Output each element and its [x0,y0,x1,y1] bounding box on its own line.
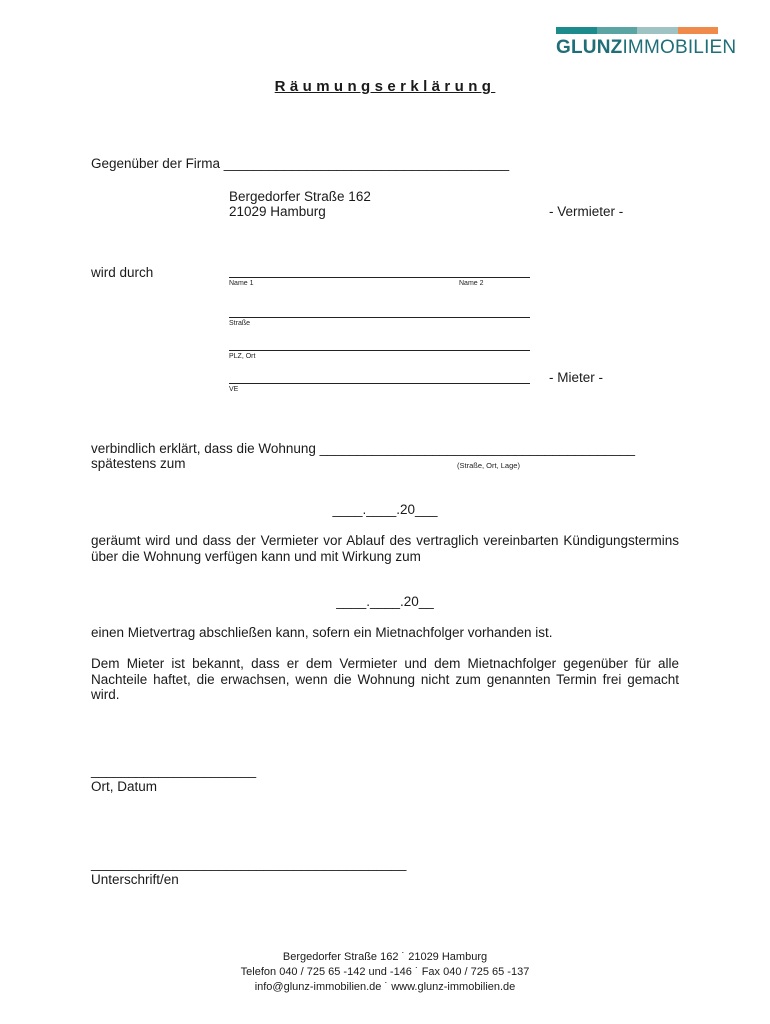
paragraph-1: geräumt wird und dass der Vermieter vor Ablauf des vertraglich vereinbarten Kündigungstermins über die Wohnung verfügen kann und mit Wirkung zum [91,533,679,564]
ve-label: VE [229,386,239,393]
tenant-street-line [229,317,530,318]
logo-bar-2 [597,27,638,34]
footer-contact: info@glunz-immobilien.de ˙ www.glunz-immobilien.de [254,981,516,993]
logo-light-text: IMMOBILIEN [622,37,737,58]
landlord-address-line2: 21029 Hamburg [229,204,326,219]
document-title: Räumungserklärung [274,78,496,95]
date-field-2: ____.____.20__ [336,594,434,609]
landlord-role: - Vermieter - [549,204,624,219]
logo-color-bars [556,27,718,34]
tenant-ve-line [229,383,530,384]
signature-label: Unterschrift/en [91,872,179,887]
logo-bar-1 [556,27,597,34]
footer [0,950,770,995]
signature-line: __________________________________________ [91,856,407,871]
landlord-address-line1: Bergedorfer Straße 162 [229,189,371,204]
tenant-intro: wird durch [91,265,154,280]
city-label: PLZ, Ort [229,353,256,360]
logo-bold-text: GLUNZ [556,37,623,58]
declaration-line: verbindlich erklärt, dass die Wohnung __________________________________________ [91,441,635,456]
landlord-intro: Gegenüber der Firma ______________________________________ [91,156,510,171]
tenant-name-line [229,277,530,278]
name1-label: Name 1 [229,280,254,287]
place-date-line: ______________________ [91,763,257,778]
latest-by-label: spätestens zum [91,456,186,471]
logo-bar-4 [678,27,719,34]
footer-address: Bergedorfer Straße 162 ˙ 21029 Hamburg [282,951,488,963]
paragraph-2: einen Mietvertrag abschließen kann, sofern ein Mietnachfolger vorhanden ist. [91,625,553,640]
tenant-city-line [229,350,530,351]
footer-phone: Telefon 040 / 725 65 -142 und -146 ˙ Fax 040 / 725 65 -137 [240,966,530,978]
name2-label: Name 2 [459,280,484,287]
place-date-label: Ort, Datum [91,779,158,794]
logo-bar-3 [637,27,678,34]
company-logo [556,37,736,59]
address-hint: (Straße, Ort, Lage) [457,461,520,470]
date-field-1: ____.____.20___ [332,502,438,517]
tenant-role: - Mieter - [549,370,603,385]
street-label: Straße [229,320,251,327]
paragraph-3: Dem Mieter ist bekannt, dass er dem Vermieter und dem Mietnachfolger gegenüber für alle Nachteile haftet, die erwachsen, wenn die Wohnung nicht zum genannten Termin frei gemacht wird. [91,656,679,702]
